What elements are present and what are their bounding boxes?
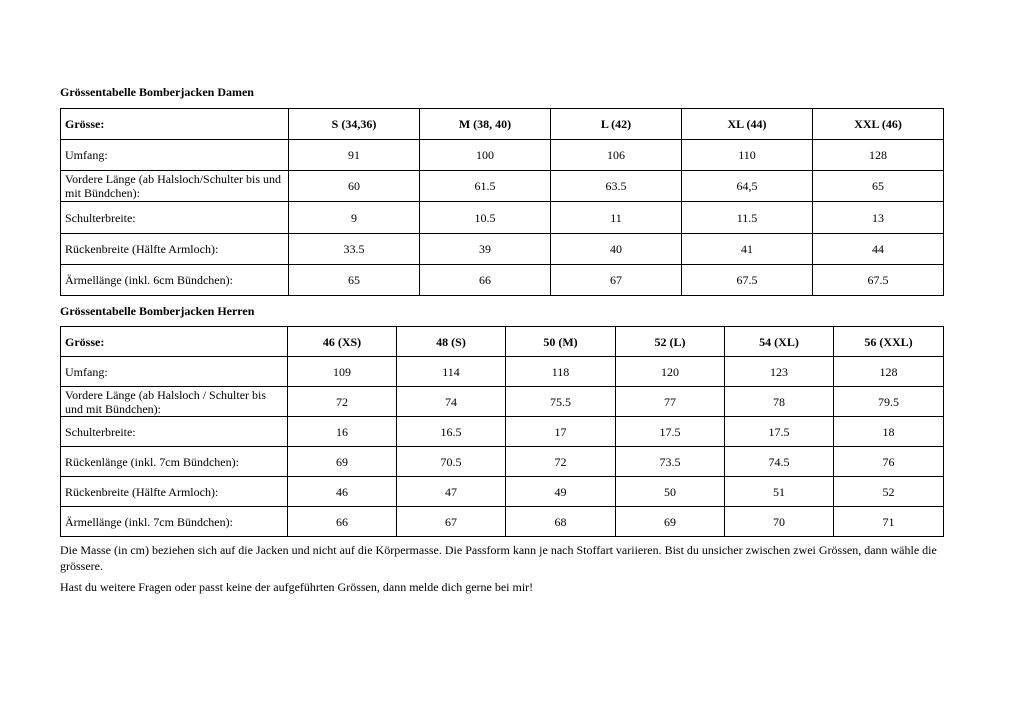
damen-cell-value: 66 [420, 264, 551, 295]
damen-size-table [60, 108, 944, 296]
damen-cell-value: 10.5 [420, 202, 551, 233]
damen-cell-value: 60 [289, 171, 420, 202]
herren-header-size: 52 (L) [616, 327, 725, 357]
damen-cell-value: 65 [289, 264, 420, 295]
herren-header-size: 50 (M) [506, 327, 616, 357]
herren-cell-value: 128 [834, 357, 944, 387]
damen-header-row [61, 109, 944, 140]
damen-cell-value: 61.5 [420, 171, 551, 202]
herren-cell-value: 69 [288, 447, 397, 477]
herren-table-row [61, 477, 944, 507]
damen-header-size: XXL (46) [813, 109, 944, 140]
damen-cell-value: 41 [682, 233, 813, 264]
note-contact: Hast du weitere Fragen oder passt keine der aufgeführten Grössen, dann melde dich gerne bei mir! [60, 580, 534, 594]
damen-row-label: Rückenbreite (Hälfte Armloch): [61, 233, 289, 264]
herren-cell-value: 50 [616, 477, 725, 507]
herren-cell-value: 74.5 [725, 447, 834, 477]
damen-header-size: S (34,36) [289, 109, 420, 140]
herren-cell-value: 49 [506, 477, 616, 507]
damen-cell-value: 110 [682, 140, 813, 171]
herren-row-label: Rückenbreite (Hälfte Armloch): [61, 477, 288, 507]
herren-cell-value: 75.5 [506, 387, 616, 417]
herren-cell-value: 47 [397, 477, 506, 507]
damen-header-label: Grösse: [61, 109, 289, 140]
damen-cell-value: 67.5 [813, 264, 944, 295]
herren-row-label: Vordere Länge (ab Halsloch / Schulter bis und mit Bündchen): [61, 387, 288, 417]
damen-table-row [61, 264, 944, 295]
damen-cell-value: 39 [420, 233, 551, 264]
damen-cell-value: 91 [289, 140, 420, 171]
herren-cell-value: 17.5 [616, 417, 725, 447]
damen-table-row [61, 233, 944, 264]
herren-cell-value: 76 [834, 447, 944, 477]
note-measurements: Die Masse (in cm) beziehen sich auf die Jacken und nicht auf die Körpermasse. Die Passform kann je nach Stoffart variieren. Bist du unsicher zwischen zwei Grössen, dann wähle die grössere. [60, 543, 937, 573]
herren-table-row [61, 357, 944, 387]
herren-cell-value: 114 [397, 357, 506, 387]
herren-cell-value: 78 [725, 387, 834, 417]
herren-header-row [61, 327, 944, 357]
herren-cell-value: 71 [834, 507, 944, 537]
damen-cell-value: 128 [813, 140, 944, 171]
damen-cell-value: 100 [420, 140, 551, 171]
herren-size-table [60, 326, 944, 537]
herren-header-size: 54 (XL) [725, 327, 834, 357]
damen-cell-value: 67.5 [682, 264, 813, 295]
herren-header-size: 46 (XS) [288, 327, 397, 357]
damen-cell-value: 106 [551, 140, 682, 171]
herren-cell-value: 79.5 [834, 387, 944, 417]
herren-header-size: 56 (XXL) [834, 327, 944, 357]
herren-cell-value: 51 [725, 477, 834, 507]
damen-table-title: Grössentabelle Bomberjacken Damen [60, 85, 254, 99]
damen-cell-value: 67 [551, 264, 682, 295]
damen-cell-value: 65 [813, 171, 944, 202]
damen-cell-value: 63.5 [551, 171, 682, 202]
herren-table-row [61, 387, 944, 417]
damen-row-label: Schulterbreite: [61, 202, 289, 233]
herren-cell-value: 46 [288, 477, 397, 507]
herren-cell-value: 52 [834, 477, 944, 507]
damen-table-row [61, 140, 944, 171]
herren-cell-value: 77 [616, 387, 725, 417]
herren-table-row [61, 417, 944, 447]
damen-row-label: Umfang: [61, 140, 289, 171]
damen-cell-value: 33.5 [289, 233, 420, 264]
damen-header-size: L (42) [551, 109, 682, 140]
herren-cell-value: 17.5 [725, 417, 834, 447]
herren-table-row [61, 447, 944, 477]
damen-header-size: M (38, 40) [420, 109, 551, 140]
damen-table-row [61, 171, 944, 202]
herren-cell-value: 18 [834, 417, 944, 447]
damen-cell-value: 11.5 [682, 202, 813, 233]
herren-cell-value: 69 [616, 507, 725, 537]
herren-header-label: Grösse: [61, 327, 288, 357]
damen-table-row [61, 202, 944, 233]
herren-cell-value: 123 [725, 357, 834, 387]
damen-cell-value: 64,5 [682, 171, 813, 202]
damen-cell-value: 13 [813, 202, 944, 233]
herren-cell-value: 109 [288, 357, 397, 387]
herren-cell-value: 67 [397, 507, 506, 537]
herren-cell-value: 72 [288, 387, 397, 417]
herren-table-row [61, 507, 944, 537]
damen-cell-value: 9 [289, 202, 420, 233]
damen-cell-value: 40 [551, 233, 682, 264]
herren-cell-value: 66 [288, 507, 397, 537]
herren-row-label: Ärmellänge (inkl. 7cm Bündchen): [61, 507, 288, 537]
herren-header-size: 48 (S) [397, 327, 506, 357]
herren-row-label: Rückenlänge (inkl. 7cm Bündchen): [61, 447, 288, 477]
herren-cell-value: 72 [506, 447, 616, 477]
herren-cell-value: 68 [506, 507, 616, 537]
damen-cell-value: 44 [813, 233, 944, 264]
herren-row-label: Umfang: [61, 357, 288, 387]
herren-cell-value: 16 [288, 417, 397, 447]
herren-cell-value: 70 [725, 507, 834, 537]
herren-cell-value: 118 [506, 357, 616, 387]
damen-row-label: Ärmellänge (inkl. 6cm Bündchen): [61, 264, 289, 295]
herren-table-title: Grössentabelle Bomberjacken Herren [60, 304, 255, 318]
herren-cell-value: 120 [616, 357, 725, 387]
herren-cell-value: 74 [397, 387, 506, 417]
herren-cell-value: 17 [506, 417, 616, 447]
herren-cell-value: 73.5 [616, 447, 725, 477]
herren-row-label: Schulterbreite: [61, 417, 288, 447]
damen-header-size: XL (44) [682, 109, 813, 140]
damen-row-label: Vordere Länge (ab Halsloch/Schulter bis und mit Bündchen): [61, 171, 289, 202]
damen-cell-value: 11 [551, 202, 682, 233]
herren-cell-value: 70.5 [397, 447, 506, 477]
herren-cell-value: 16.5 [397, 417, 506, 447]
